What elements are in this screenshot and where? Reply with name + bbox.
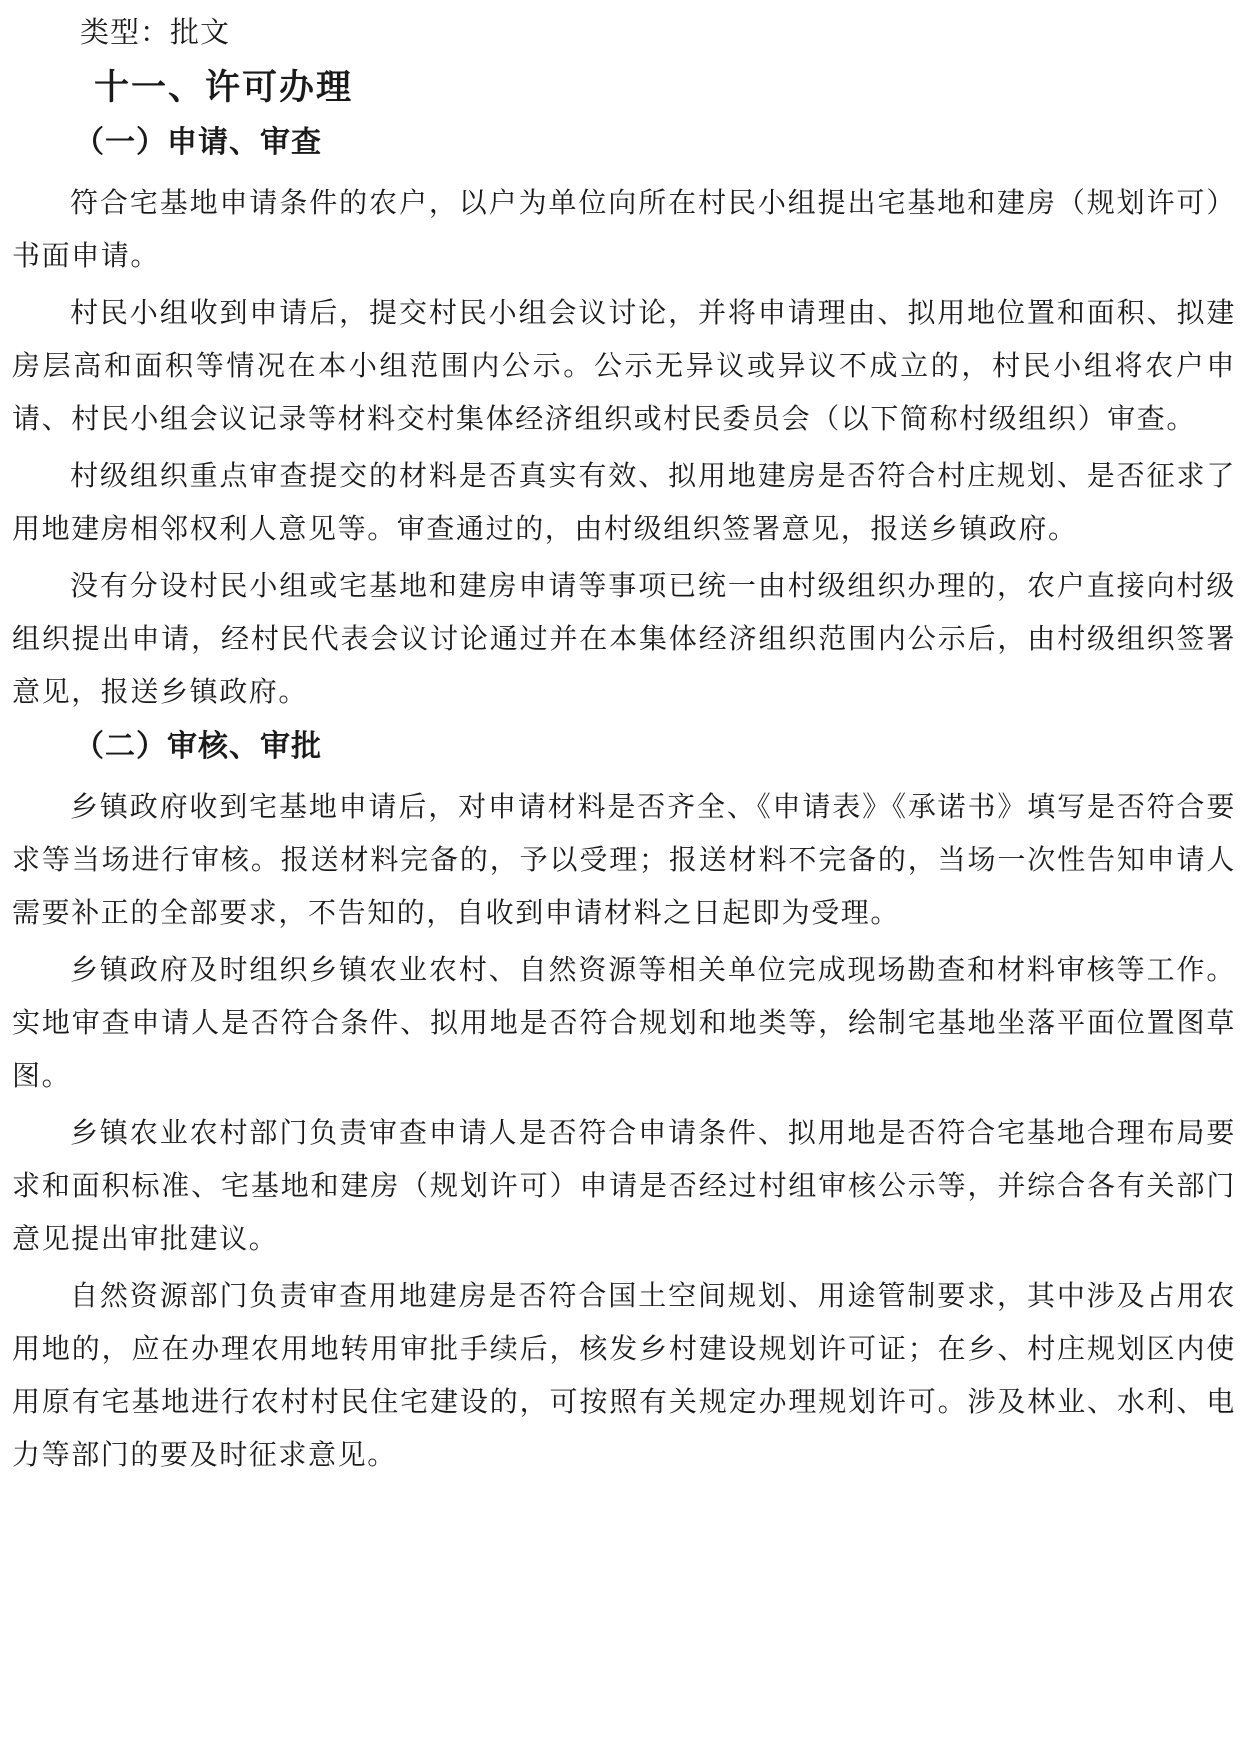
paragraph: 乡镇农业农村部门负责审查申请人是否符合申请条件、拟用地是否符合宅基地合理布局要求和面积标准、宅基地和建房（规划许可）申请是否经过村组审核公示等，并综合各有关部门意见提出审批建议。 [12, 1116, 1236, 1255]
subsection-title-audit-approval: （二）审核、审批 [74, 729, 322, 764]
paragraph: 乡镇政府及时组织乡镇农业农村、自然资源等相关单位完成现场勘查和材料审核等工作。实地审查申请人是否符合条件、拟用地是否符合规划和地类等，绘制宅基地坐落平面位置图草图。 [12, 953, 1236, 1092]
paragraph: 自然资源部门负责审查用地建房是否符合国土空间规划、用途管制要求，其中涉及占用农用地的，应在办理农用地转用审批手续后，核发乡村建设规划许可证；在乡、村庄规划区内使用原有宅基地进行农村村民住宅建设的，可按照有关规定办理规划许可。涉及林业、水利、电力等部门的要及时征求意见。 [12, 1279, 1236, 1471]
paragraph: 乡镇政府收到宅基地申请后，对申请材料是否齐全、《申请表》《承诺书》填写是否符合要求等当场进行审核。报送材料完备的，予以受理；报送材料不完备的，当场一次性告知申请人需要补正的全部要求，不告知的，自收到申请材料之日起即为受理。 [12, 790, 1236, 929]
document-type-line: 类型：批文 [80, 15, 231, 49]
paragraph: 村级组织重点审查提交的材料是否真实有效、拟用地建房是否符合村庄规划、是否征求了用地建房相邻权利人意见等。审查通过的，由村级组织签署意见，报送乡镇政府。 [12, 459, 1236, 545]
subsection-title-application-review: （一）申请、审查 [74, 125, 322, 160]
section-title: 十一、许可办理 [94, 68, 354, 108]
paragraph: 没有分设村民小组或宅基地和建房申请等事项已统一由村级组织办理的，农户直接向村级组织提出申请，经村民代表会议讨论通过并在本集体经济组织范围内公示后，由村级组织签署意见，报送乡镇政府。 [12, 569, 1236, 708]
paragraph: 符合宅基地申请条件的农户，以户为单位向所在村民小组提出宅基地和建房（规划许可）书面申请。 [12, 186, 1236, 272]
paragraph: 村民小组收到申请后，提交村民小组会议讨论，并将申请理由、拟用地位置和面积、拟建房层高和面积等情况在本小组范围内公示。公示无异议或异议不成立的，村民小组将农户申请、村民小组会议记录等材料交村集体经济组织或村民委员会（以下简称村级组织）审查。 [12, 296, 1236, 435]
